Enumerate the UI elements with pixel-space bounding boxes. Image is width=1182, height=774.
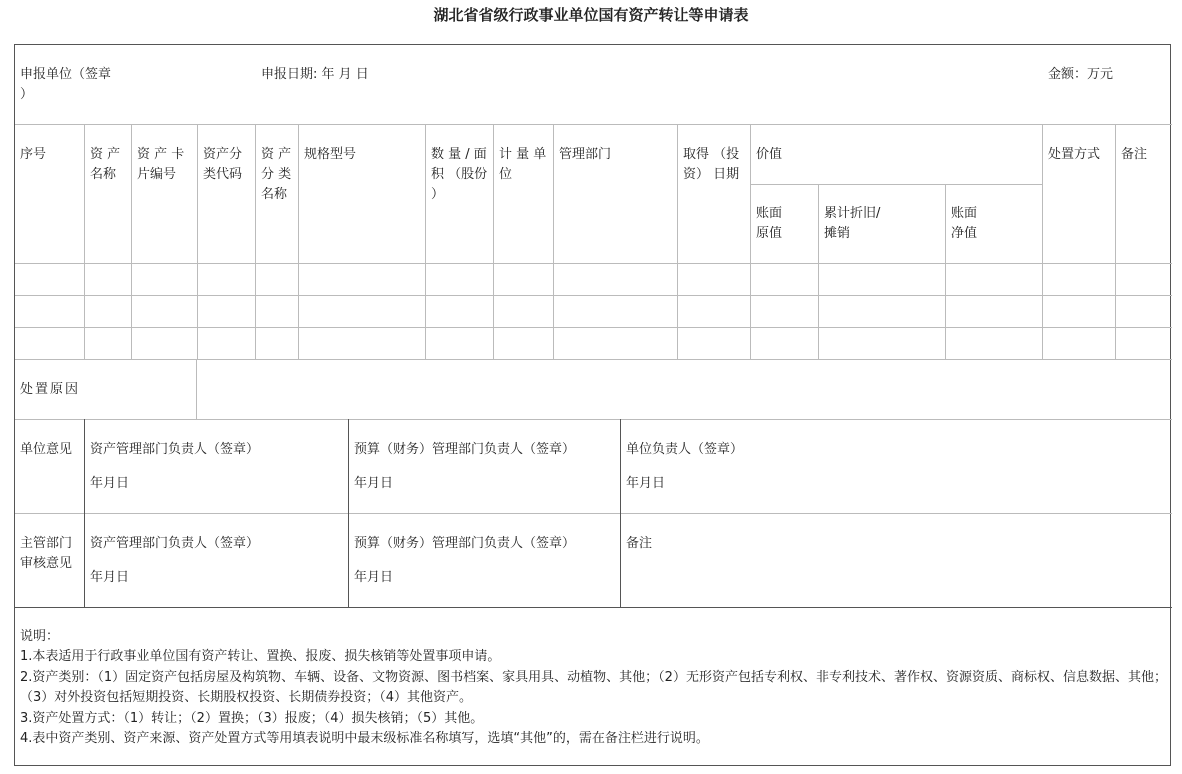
divider [818, 184, 819, 359]
divider [84, 419, 85, 607]
applicant-unit-label: 申报单位（签章 [20, 67, 112, 82]
col-dept: 管理部门 [559, 147, 612, 162]
unit-date-1: 年月日 [90, 476, 130, 491]
applicant-unit-label-close: ） [20, 87, 34, 102]
application-date-label: 申报日期: 年 月 日 [261, 67, 369, 82]
divider [255, 124, 256, 359]
col-asset-name: 资 产 名称 [90, 147, 121, 182]
unit-date-3: 年月日 [626, 476, 666, 491]
unit-date-2: 年月日 [354, 476, 394, 491]
budget-head-signature: 预算（财务）管理部门负责人（签章） [354, 442, 576, 457]
divider [348, 419, 349, 607]
divider [15, 263, 1172, 264]
note-item: 3.资产处置方式：（1）转让；（2）置换；（3）报废；（4）损失核销；（5）其他。 [20, 710, 484, 726]
divider [131, 124, 132, 359]
supervisor-remark-label: 备注 [626, 536, 653, 551]
col-book-original: 账面 原值 [756, 206, 783, 241]
col-qty: 数 量 / 面 积 （股份 ） [431, 147, 488, 202]
form-title: 湖北省省级行政事业单位国有资产转让等申请表 [433, 6, 749, 24]
divider [84, 124, 85, 359]
col-unit: 计 量 单 位 [499, 147, 547, 182]
divider [425, 124, 426, 359]
col-depreciation: 累计折旧/ 摊销 [824, 206, 881, 241]
col-remark: 备注 [1121, 147, 1148, 162]
divider [196, 359, 197, 419]
divider [15, 607, 1172, 608]
note-item: 1.本表适用于行政事业单位国有资产转让、置换、报废、损失核销等处置事项申请。 [20, 649, 501, 665]
col-seq: 序号 [20, 147, 47, 162]
amount-label: 金额：万元 [1048, 67, 1114, 82]
col-class-code: 资产分类代码 [203, 147, 243, 182]
disposal-reason-label: 处置原因 [20, 382, 81, 397]
divider [553, 124, 554, 359]
col-class-name: 资 产 分 类 名称 [261, 147, 292, 202]
supervisor-asset-head-signature: 资产管理部门负责人（签章） [90, 536, 260, 551]
asset-head-signature: 资产管理部门负责人（签章） [90, 442, 260, 457]
col-spec: 规格型号 [304, 147, 357, 162]
divider [197, 124, 198, 359]
divider [15, 295, 1172, 296]
divider [298, 124, 299, 359]
note-item: 2.资产类别：（1）固定资产包括房屋及构筑物、车辆、设备、文物资源、图书档案、家具用具、动植物、其他；（2）无形资产包括专利权、非专利技术、著作权、资源资质、商标权、信息数据、其他；（3）对外投资包括短期投资、长期股权投资、长期债券投资；（4）其他资产。 [20, 669, 1167, 706]
notes-heading: 说明： [20, 629, 60, 644]
divider [750, 124, 751, 359]
col-acquired: 取得 （投资） 日期 [683, 147, 740, 182]
divider [945, 184, 946, 359]
col-card-no: 资 产 卡 片编号 [137, 147, 185, 182]
divider [1042, 124, 1043, 359]
supervisor-date-1: 年月日 [90, 570, 130, 585]
divider [15, 513, 1172, 514]
divider [1115, 124, 1116, 359]
application-form [14, 44, 1171, 766]
divider [15, 419, 1172, 420]
divider [750, 184, 1042, 185]
col-disposal: 处置方式 [1048, 147, 1101, 162]
note-item: 4.表中资产类别、资产来源、资产处置方式等用填表说明中最末级标准名称填写，选填“其他”的，需在备注栏进行说明。 [20, 731, 709, 747]
divider [15, 327, 1172, 328]
divider [15, 124, 1172, 125]
unit-head-signature: 单位负责人（签章） [626, 442, 744, 457]
divider [493, 124, 494, 359]
divider [620, 419, 621, 607]
supervisor-opinion-label: 主管部门 审核意见 [20, 536, 73, 571]
unit-opinion-label: 单位意见 [20, 442, 73, 457]
col-value: 价值 [756, 147, 783, 162]
supervisor-budget-head-signature: 预算（财务）管理部门负责人（签章） [354, 536, 576, 551]
supervisor-date-2: 年月日 [354, 570, 394, 585]
col-book-net: 账面 净值 [951, 206, 978, 241]
divider [15, 359, 1172, 360]
notes-section [20, 627, 1168, 749]
divider [677, 124, 678, 359]
